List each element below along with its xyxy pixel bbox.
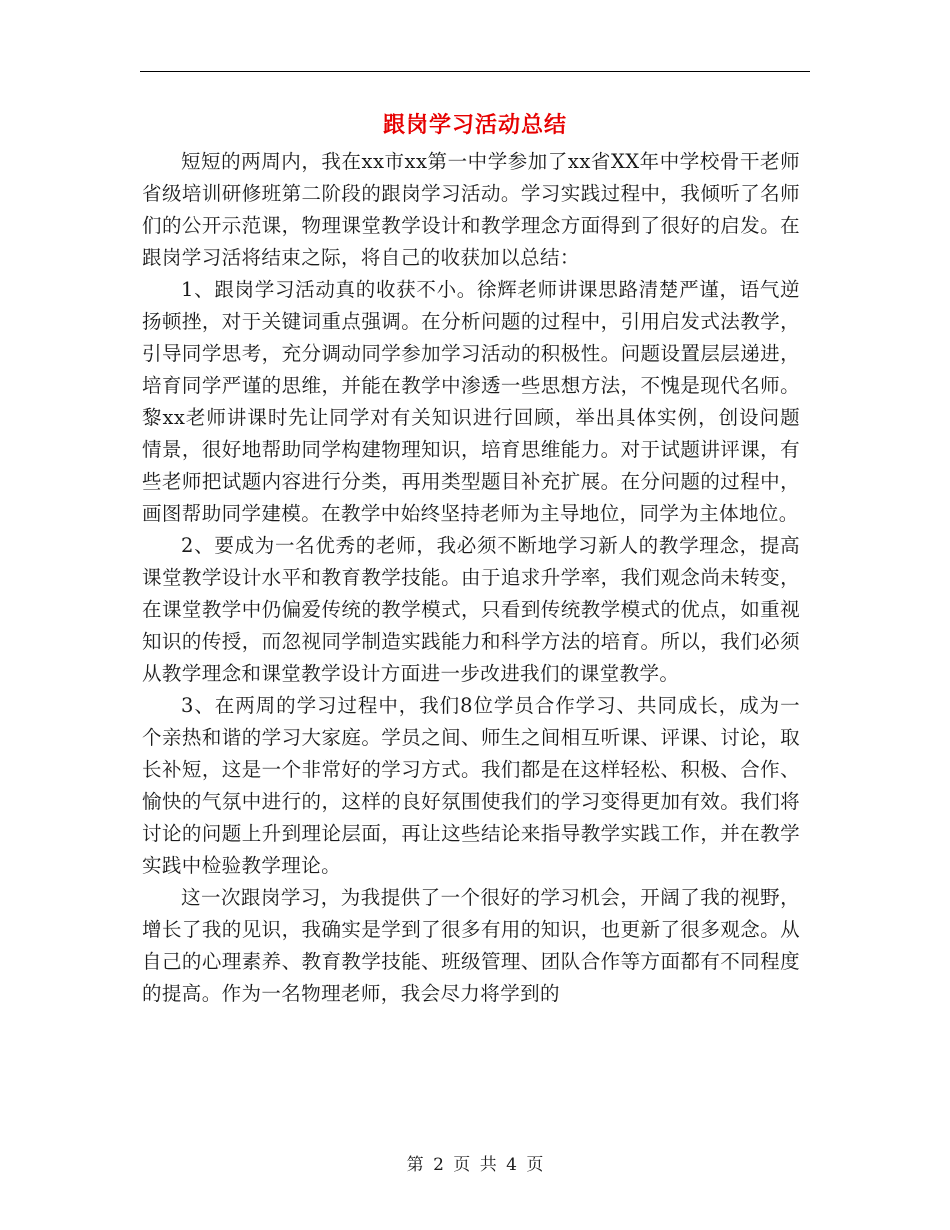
paragraph-point-2: 2、要成为一名优秀的老师，我必须不断地学习新人的教学理念，提高课堂教学设计水平和教育教学技能。由于追求升学率，我们观念尚未转变，在课堂教学中仍偏爱传统的教学模式，只看到传统教学模式的优点，如重视知识的传授，而忽视同学制造实践能力和科学方法的培育。所以，我们必须从教学理念和课堂教学设计方面进一步改进我们的课堂教学。 <box>142 534 800 685</box>
paragraph-point-1: 1、跟岗学习活动真的收获不小。徐辉老师讲课思路清楚严谨，语气逆扬顿挫，对于关键词重点强调。在分析问题的过程中，引用启发式法教学，引导同学思考，充分调动同学参加学习活动的积极性。问题设置层层递进，培育同学严谨的思维，并能在教学中渗透一些思想方法，不愧是现代名师。黎xx老师讲课时先让同学对有关知识进行回顾，举出具体实例，创设问题情景，很好地帮助同学构建物理知识，培育思维能力。对于试题讲评课，有些老师把试题内容进行分类，再用类型题目补充扩展。在分问题的过程中，画图帮助同学建模。在教学中始终坚持老师为主导地位，同学为主体地位。 <box>142 278 800 525</box>
page-number: 第 2 页 共 4 页 <box>406 1155 544 1175</box>
paragraph-point-3: 3、在两周的学习过程中，我们8位学员合作学习、共同成长，成为一个亲热和谐的学习大家庭。学员之间、师生之间相互听课、评课、讨论，取长补短，这是一个非常好的学习方式。我们都是在这样轻松、积极、合作、愉快的气氛中进行的，这样的良好氛围使我们的学习变得更加有效。我们将讨论的问题上升到理论层面，再让这些结论来指导教学实践工作，并在教学实践中检验教学理论。 <box>142 694 800 877</box>
header-rule <box>140 71 810 72</box>
document-title: 跟岗学习活动总结 <box>382 112 567 138</box>
paragraph-intro: 短短的两周内，我在xx市xx第一中学参加了xx省XX年中学校骨干老师省级培训研修班第二阶段的跟岗学习活动。学习实践过程中，我倾听了名师们的公开示范课，物理课堂教学设计和教学理念方面得到了很好的启发。在跟岗学习活将结束之际，将自己的收获加以总结： <box>142 150 800 269</box>
document-body <box>142 146 800 1010</box>
paragraph-conclusion: 这一次跟岗学习，为我提供了一个很好的学习机会，开阔了我的视野，增长了我的见识，我确实是学到了很多有用的知识，也更新了很多观念。从自己的心理素养、教育教学技能、班级管理、团队合作等方面都有不同程度的提高。作为一名物理老师，我会尽力将学到的 <box>142 886 800 1005</box>
